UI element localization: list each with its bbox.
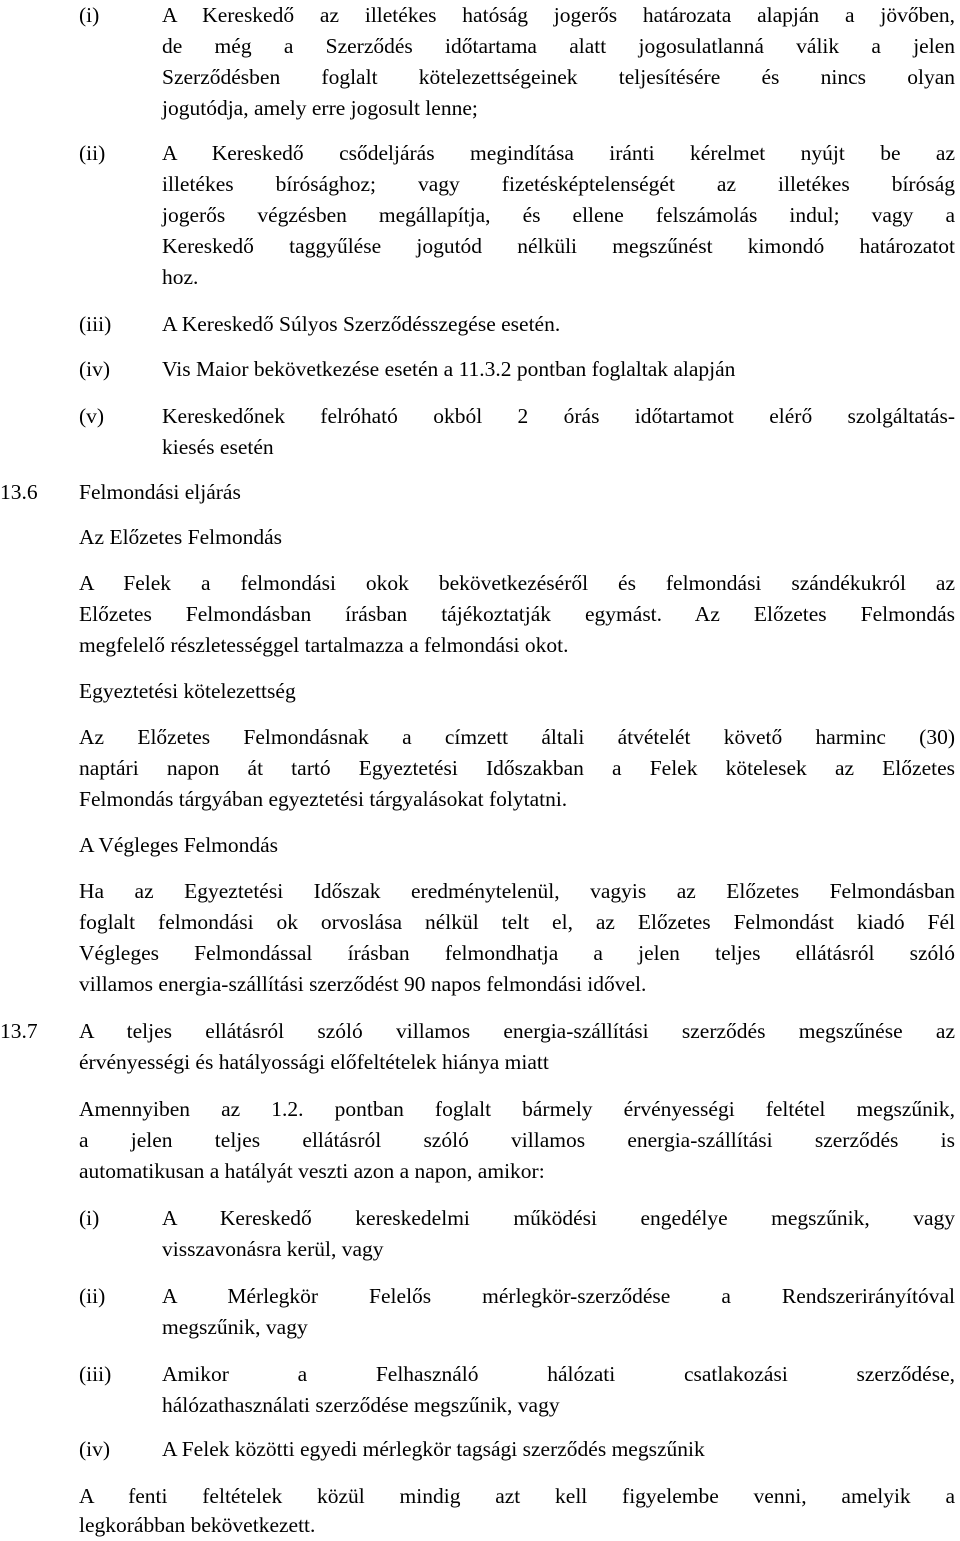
paragraph-line: automatikusan a hatályát veszti azon a napon, amikor: [79,1159,545,1183]
list-item-text: de még a Szerződés időtartama alatt jogosulatlanná válik a jelen [162,34,955,58]
paragraph-line: Amennyiben az 1.2. pontban foglalt bármely érvényességi feltétel megszűnik, [79,1097,955,1121]
list-item-text: A Kereskedő Súlyos Szerződésszegése esetén. [162,312,561,336]
list-item-text: visszavonásra kerül, vagy [162,1237,384,1261]
list-item-text: hoz. [162,265,199,289]
list-item-text: megszűnik, vagy [162,1315,308,1339]
list-item-text: kiesés esetén [162,435,274,459]
paragraph-line: Előzetes Felmondásban írásban tájékoztatják egymást. Az Előzetes Felmondás [79,602,955,626]
list-item-text: hálózathasználati szerződése megszűnik, vagy [162,1393,560,1417]
list-item-text: A Mérlegkör Felelős mérlegkör-szerződése a Rendszerirányítóval [162,1284,955,1308]
section-title: A teljes ellátásról szóló villamos energia-szállítási szerződés megszűnése az [79,1019,955,1043]
list-item-text: Vis Maior bekövetkezése esetén a 11.3.2 pontban foglaltak alapján [162,357,736,381]
paragraph-line: legkorábban bekövetkezett. [79,1513,316,1537]
paragraph-line: Az Előzetes Felmondásnak a címzett általi átvételét követő harminc (30) [79,725,955,749]
list-item-label: (ii) [79,141,106,165]
list-item-text: A Kereskedő kereskedelmi működési engedélye megszűnik, vagy [162,1206,955,1230]
paragraph-line: A fenti feltételek közül mindig azt kell figyelembe venni, amelyik a [79,1484,955,1508]
paragraph-line: villamos energia-szállítási szerződést 90 napos felmondási idővel. [79,972,647,996]
list-item-text: A Kereskedő csődeljárás megindítása iránti kérelmet nyújt be az [162,141,955,165]
subheading-preliminary-notice: Az Előzetes Felmondás [79,525,283,549]
paragraph-line: naptári napon át tartó Egyeztetési Időszakban a Felek kötelesek az Előzetes [79,756,955,780]
list-item-label: (ii) [79,1284,106,1308]
paragraph-line: Felmondás tárgyában egyeztetési tárgyalásokat folytatni. [79,787,568,811]
list-item-label: (i) [79,1206,100,1230]
list-item-text: Szerződésben foglalt kötelezettségeinek teljesítésére és nincs olyan [162,65,955,89]
list-item-label: (iii) [79,1362,112,1386]
paragraph-line: megfelelő részletességgel tartalmazza a felmondási okot. [79,633,569,657]
list-item-label: (iv) [79,357,111,381]
list-item-text: A Kereskedő az illetékes hatóság jogerős határozata alapján a jövőben, [162,3,955,27]
list-item-text: jogerős végzésben megállapítja, és ellene felszámolás indul; vagy a [162,203,955,227]
list-item-text: jogutódja, amely erre jogosult lenne; [162,96,478,120]
section-number: 13.7 [0,1019,38,1043]
list-item-text: Kereskedő taggyűlése jogutód nélküli megszűnést kimondó határozatot [162,234,955,258]
paragraph-line: Végleges Felmondással írásban felmondhatja a jelen teljes ellátásról szóló [79,941,955,965]
subheading-consultation-obligation: Egyeztetési kötelezettség [79,679,296,703]
list-item-text: Amikor a Felhasználó hálózati csatlakozási szerződése, [162,1362,955,1386]
list-item-text: illetékes bírósághoz; vagy fizetésképtelenségét az illetékes bíróság [162,172,955,196]
section-number: 13.6 [0,480,38,504]
section-title: érvényességi és hatályossági előfeltételek hiánya miatt [79,1050,549,1074]
list-item-label: (v) [79,404,105,428]
paragraph-line: Ha az Egyeztetési Időszak eredménytelenül, vagyis az Előzetes Felmondásban [79,879,955,903]
list-item-label: (iv) [79,1437,111,1461]
paragraph-line: a jelen teljes ellátásról szóló villamos energia-szállítási szerződés is [79,1128,955,1152]
list-item-text: Kereskedőnek felróható okból 2 órás időtartamot elérő szolgáltatás- [162,404,955,428]
list-item-text: A Felek közötti egyedi mérlegkör tagsági szerződés megszűnik [162,1437,705,1461]
subheading-final-notice: A Végleges Felmondás [79,833,279,857]
list-item-label: (iii) [79,312,112,336]
list-item-label: (i) [79,3,100,27]
paragraph-line: foglalt felmondási ok orvoslása nélkül telt el, az Előzetes Felmondást kiadó Fél [79,910,955,934]
section-title: Felmondási eljárás [79,480,241,504]
paragraph-line: A Felek a felmondási okok bekövetkezéséről és felmondási szándékukról az [79,571,955,595]
